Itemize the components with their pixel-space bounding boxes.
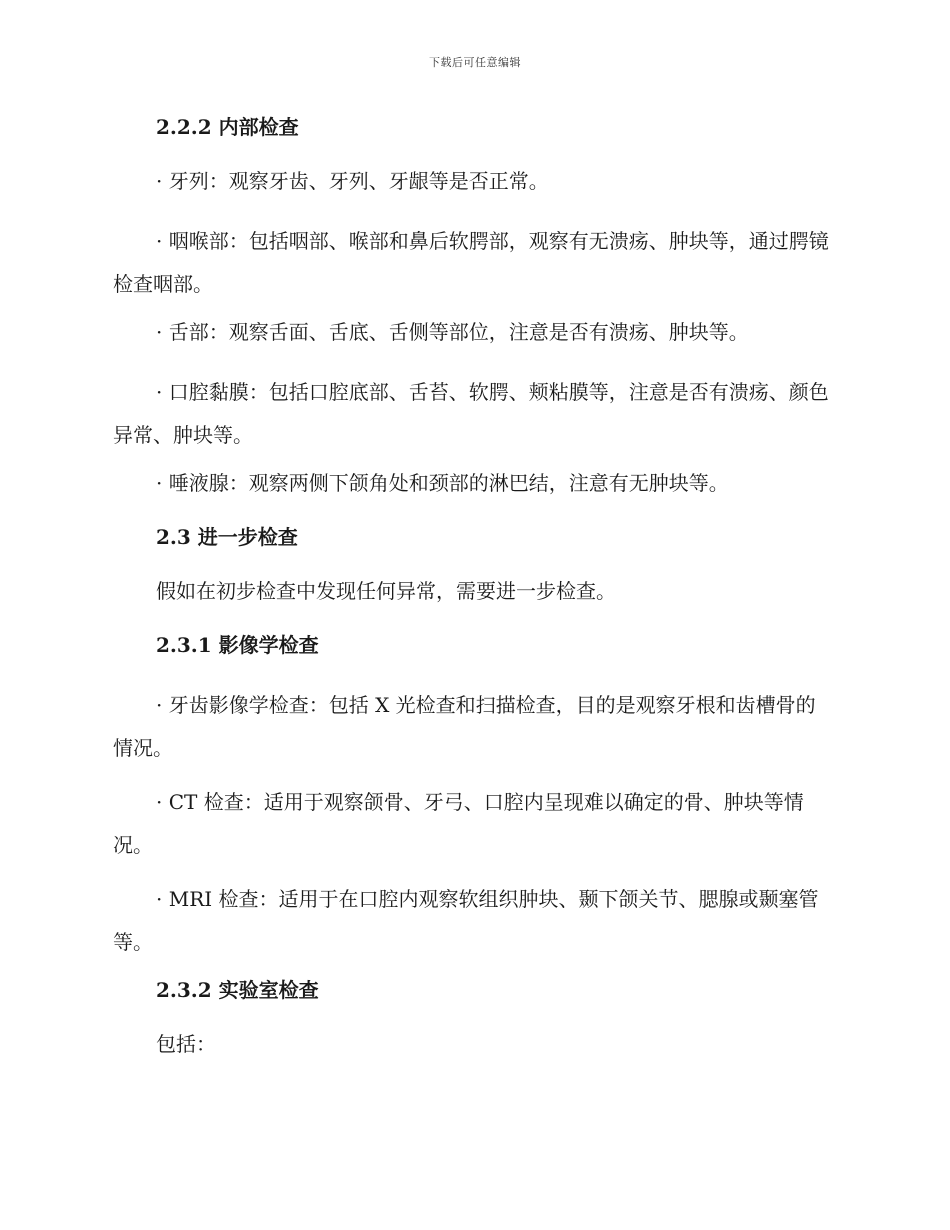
list-item-oral-mucosa: · 口腔黏膜：包括口腔底部、舌苔、软腭、颊粘膜等，注意是否有溃疡、颜色异常、肿块等。 [113, 380, 829, 447]
document-body [113, 112, 833, 1083]
page-header: 下载后可任意编辑 [429, 56, 521, 69]
section-heading-2-3-1: 2.3.1 影像学检查 [156, 633, 319, 657]
list-item-mri: · MRI 检查：适用于在口腔内观察软组织肿块、颞下颌关节、腮腺或颞塞管等。 [113, 887, 819, 954]
section-heading-2-3: 2.3 进一步检查 [156, 525, 298, 549]
list-item-ct: · CT 检查：适用于观察颌骨、牙弓、口腔内呈现难以确定的骨、肿块等情况。 [113, 790, 804, 857]
section-heading-2-2-2: 2.2.2 内部检查 [156, 115, 299, 139]
list-item-dental-imaging: · 牙齿影像学检查：包括 X 光检查和扫描检查，目的是观察牙根和齿槽骨的情况。 [113, 693, 816, 760]
list-item-tongue: · 舌部：观察舌面、舌底、舌侧等部位，注意是否有溃疡、肿块等。 [156, 320, 749, 344]
list-item-pharynx: · 咽喉部：包括咽部、喉部和鼻后软腭部，观察有无溃疡、肿块等，通过腭镜检查咽部。 [113, 229, 829, 296]
section-heading-2-3-2: 2.3.2 实验室检查 [156, 978, 319, 1002]
list-item-dentition: · 牙列：观察牙齿、牙列、牙龈等是否正常。 [156, 169, 549, 193]
section-text-includes: 包括： [156, 1032, 216, 1056]
list-item-salivary-gland: · 唾液腺：观察两侧下颌角处和颈部的淋巴结，注意有无肿块等。 [156, 471, 729, 495]
section-text-further-exam: 假如在初步检查中发现任何异常，需要进一步检查。 [156, 579, 616, 603]
